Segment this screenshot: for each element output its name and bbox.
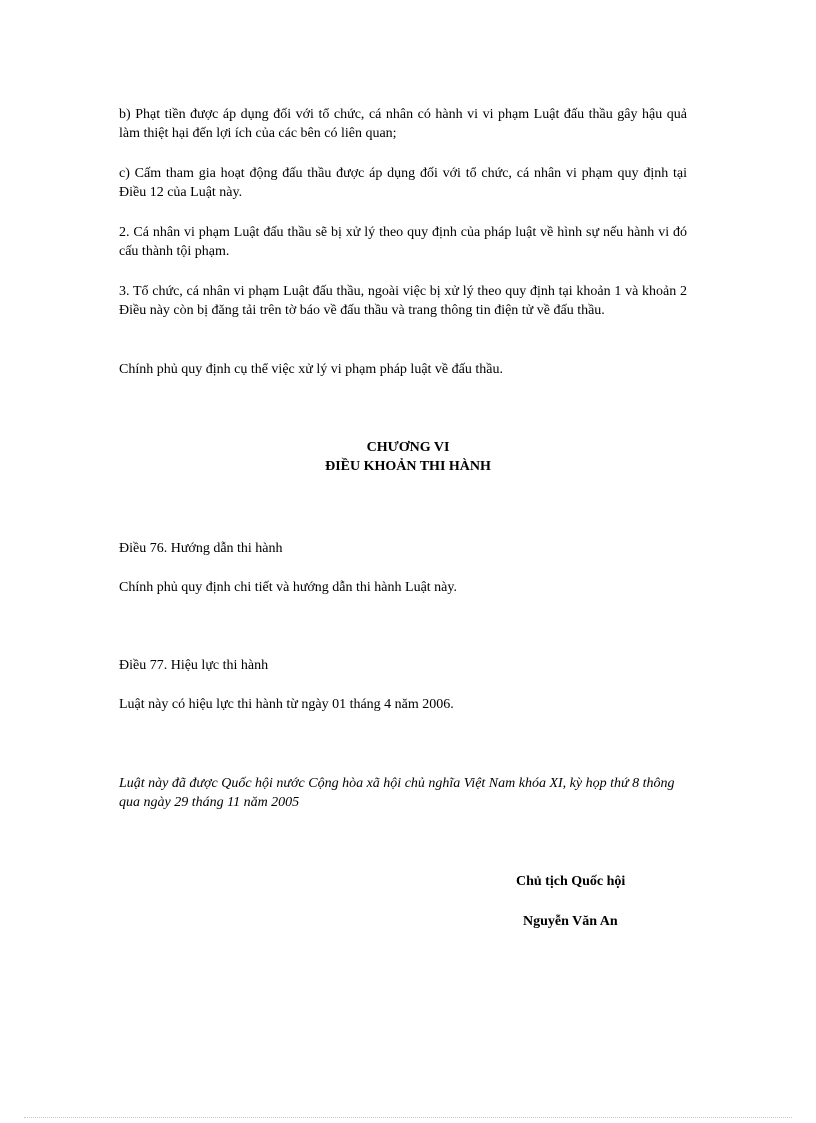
signature-name: Nguyễn Văn An [523, 914, 618, 929]
article-77-body: Luật này có hiệu lực thi hành từ ngày 01 tháng 4 năm 2006. [119, 697, 454, 712]
adoption-note: Luật này đã được Quốc hội nước Cộng hòa xã hội chủ nghĩa Việt Nam khóa XI, kỳ họp thứ 8 thông qua ngày 29 tháng 11 năm 2005 [119, 776, 675, 810]
chapter-title: ĐIỀU KHOẢN THI HÀNH [325, 459, 491, 474]
signature-title: Chủ tịch Quốc hội [516, 874, 626, 889]
page-bottom-border [24, 1117, 792, 1118]
chapter-number: CHƯƠNG VI [366, 440, 450, 455]
paragraph-b-fines: b) Phạt tiền được áp dụng đối với tổ chức, cá nhân có hành vi vi phạm Luật đấu thầu gây hậu quả làm thiệt hại đến lợi ích của các bên có liên quan; [119, 107, 687, 141]
paragraph-government-regulation: Chính phủ quy định cụ thể việc xử lý vi phạm pháp luật về đấu thầu. [119, 362, 503, 377]
article-76-body: Chính phủ quy định chi tiết và hướng dẫn thi hành Luật này. [119, 580, 457, 595]
paragraph-3-publication: 3. Tổ chức, cá nhân vi phạm Luật đấu thầu, ngoài việc bị xử lý theo quy định tại khoản 1 và khoản 2 Điều này còn bị đăng tải trên tờ báo về đấu thầu và trang thông tin điện tử về đấu thầu. [119, 284, 687, 318]
article-76-heading: Điều 76. Hướng dẫn thi hành [119, 541, 283, 556]
paragraph-2-criminal: 2. Cá nhân vi phạm Luật đấu thầu sẽ bị xử lý theo quy định của pháp luật về hình sự nếu hành vi đó cấu thành tội phạm. [119, 225, 687, 259]
paragraph-c-ban: c) Cấm tham gia hoạt động đấu thầu được áp dụng đối với tổ chức, cá nhân vi phạm quy định tại Điều 12 của Luật này. [119, 166, 687, 200]
article-77-heading: Điều 77. Hiệu lực thi hành [119, 658, 269, 673]
